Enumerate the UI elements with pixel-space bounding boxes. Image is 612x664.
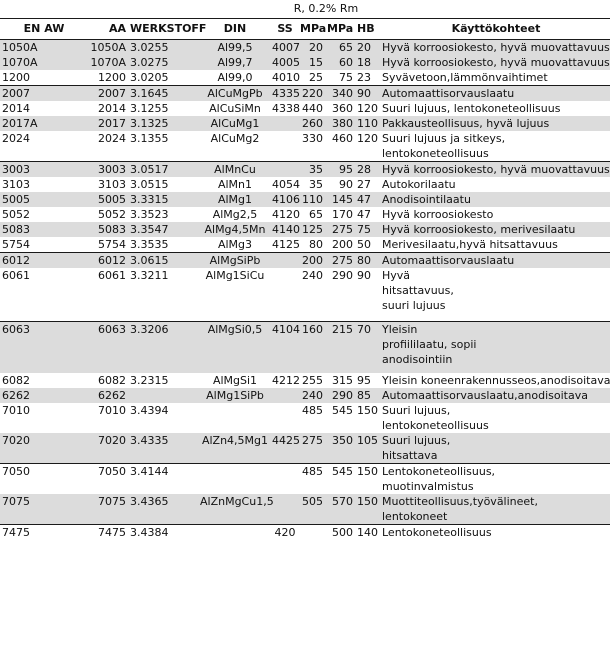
cell-aa: 6012 (86, 253, 128, 269)
cell-aa: 5754 (86, 237, 128, 253)
cell-werkstoff: 3.0205 (128, 70, 198, 86)
cell-en-aw: 2014 (2, 102, 30, 115)
cell-werkstoff: 3.0615 (128, 253, 198, 269)
cell-rm: 360 (332, 102, 353, 115)
cell-en-aw: 7475 (2, 526, 30, 539)
cell-aa: 7475 (98, 526, 126, 539)
cell-ss: 4338 (272, 102, 300, 115)
cell-rm: 60 (325, 55, 355, 70)
cell-ss: 4005 (272, 56, 300, 69)
cell-werkstoff: 3.2315 (130, 374, 169, 387)
cell-rm: 290 (325, 268, 355, 322)
cell-din: AlMg1SiCu (198, 268, 270, 322)
cell-ss (270, 268, 298, 322)
cell-werkstoff: 3.0517 (128, 162, 198, 178)
cell-din: AlMg2,5 (212, 208, 258, 221)
cell-aa: 5005 (86, 192, 128, 207)
col-header-werkstoff: WERKSTOFF (128, 19, 198, 40)
cell-r: 255 (302, 374, 323, 387)
cell-werkstoff: 3.4144 (130, 465, 169, 478)
col-header-mpa-rm: MPa (325, 19, 355, 40)
cell-werkstoff: 3.3523 (130, 208, 169, 221)
cell-din: AlCuSiMn (209, 102, 261, 115)
cell-hb: 47 (357, 208, 371, 221)
cell-rm: 95 (325, 162, 355, 178)
cell-werkstoff: 3.1355 (128, 131, 198, 162)
cell-ss: 4425 (270, 433, 298, 464)
cell-rm: 290 (325, 388, 355, 403)
table-row (0, 177, 610, 192)
cell-din: AlMgSi1 (212, 374, 258, 387)
cell-rm: 340 (325, 86, 355, 102)
cell-din: AlCuMg1 (198, 116, 270, 131)
cell-din (198, 403, 270, 433)
cell-werkstoff: 3.1325 (128, 116, 198, 131)
cell-use: Suuri lujuus, lentokoneteollisuus (382, 404, 489, 432)
cell-rm: 75 (325, 70, 355, 86)
cell-use: Automaattisorvauslaatu,anodisoitava (380, 388, 610, 403)
cell-rm: 315 (332, 374, 353, 387)
cell-werkstoff: 3.4365 (128, 494, 198, 525)
cell-ss (270, 464, 298, 495)
cell-r: 25 (298, 70, 325, 86)
table-row (0, 40, 610, 56)
cell-aa: 1200 (86, 70, 128, 86)
cell-use: Automaattisorvauslaatu (380, 86, 610, 102)
cell-aa: 2024 (86, 131, 128, 162)
cell-ss (270, 253, 298, 269)
cell-en-aw: 2007 (0, 86, 86, 102)
cell-r: 440 (302, 102, 323, 115)
cell-ss: 4125 (272, 238, 300, 251)
cell-en-aw: 2017A (0, 116, 86, 131)
cell-rm: 350 (325, 433, 355, 464)
cell-r: 200 (298, 253, 325, 269)
cell-hb: 140 (357, 526, 378, 539)
cell-ss (270, 162, 298, 178)
cell-en-aw: 3103 (2, 178, 30, 191)
cell-r: 330 (298, 131, 325, 162)
cell-hb: 80 (355, 253, 380, 269)
table-row (0, 403, 610, 433)
cell-ss (270, 116, 298, 131)
cell-hb: 120 (357, 102, 378, 115)
table-row (0, 116, 610, 131)
cell-din: AlMg3 (198, 237, 270, 253)
cell-en-aw: 5052 (2, 208, 30, 221)
table-row (0, 433, 610, 464)
cell-en-aw: 6082 (2, 374, 30, 387)
cell-werkstoff (128, 388, 198, 403)
cell-r: 220 (298, 86, 325, 102)
cell-use: Hyvä korroosiokesto, merivesilaatu (380, 222, 610, 237)
table-row (0, 322, 610, 374)
table-row (0, 253, 610, 269)
cell-rm: 215 (325, 322, 355, 374)
table-row (0, 131, 610, 162)
cell-ss (270, 494, 298, 525)
cell-use: Hyvä korroosiokesto, hyvä muovattavuus (382, 56, 610, 69)
cell-ss: 4120 (272, 208, 300, 221)
cell-din: AlMg1 (198, 192, 270, 207)
cell-ss: 4335 (272, 87, 300, 100)
cell-en-aw: 5083 (0, 222, 86, 237)
cell-rm: 570 (325, 494, 355, 525)
cell-use: Autokorilaatu (382, 178, 456, 191)
cell-en-aw: 7075 (0, 494, 86, 525)
cell-hb: 75 (355, 222, 380, 237)
cell-ss: 4007 (272, 41, 300, 54)
cell-din: AlMg1SiPb (198, 388, 270, 403)
cell-werkstoff: 3.1645 (128, 86, 198, 102)
cell-en-aw: 6012 (0, 253, 86, 269)
cell-use: Lentokoneteollisuus (382, 526, 492, 539)
cell-aa: 6063 (86, 322, 128, 374)
cell-werkstoff: 3.4394 (130, 404, 169, 417)
cell-hb: 20 (355, 40, 380, 56)
cell-hb: 150 (355, 494, 380, 525)
cell-r: 485 (302, 404, 323, 417)
col-header-mpa-r: MPa (298, 19, 325, 40)
cell-aa: 2007 (86, 86, 128, 102)
cell-werkstoff: 3.0515 (130, 178, 169, 191)
cell-werkstoff: 3.4384 (130, 526, 169, 539)
cell-r: 110 (298, 192, 325, 207)
table-row (0, 373, 610, 388)
cell-rm: 545 (332, 465, 353, 478)
cell-aa: 5083 (86, 222, 128, 237)
cell-rm: 275 (325, 222, 355, 237)
cell-hb: 95 (357, 374, 371, 387)
header-row (0, 19, 610, 40)
cell-en-aw: 7050 (2, 465, 30, 478)
cell-din: Al99,7 (198, 55, 270, 70)
cell-werkstoff: 3.3211 (128, 268, 198, 322)
cell-din: AlMn1 (217, 178, 253, 191)
cell-use: Hyvä korroosiokesto, hyvä muovattavuus (382, 41, 610, 54)
cell-ss (270, 131, 298, 162)
cell-werkstoff: 3.0275 (128, 55, 198, 70)
cell-r: 260 (298, 116, 325, 131)
table-row (0, 388, 610, 403)
cell-en-aw: 1070A (0, 55, 86, 70)
table-row (0, 162, 610, 178)
cell-hb: 27 (357, 178, 371, 191)
cell-r: 275 (298, 433, 325, 464)
cell-werkstoff: 3.3547 (128, 222, 198, 237)
cell-en-aw: 5754 (0, 237, 86, 253)
table-row (0, 207, 610, 222)
cell-use: Automaattisorvauslaatu (380, 253, 610, 269)
cell-werkstoff: 3.3315 (128, 192, 198, 207)
cell-din: AlMgSi0,5 (198, 322, 270, 374)
cell-aa: 1070A (86, 55, 128, 70)
cell-din: AlZnMgCu1,5 (198, 494, 270, 525)
cell-aa: 6262 (86, 388, 128, 403)
cell-hb: 90 (355, 268, 380, 322)
cell-din: Al99,5 (198, 40, 270, 56)
cell-ss (270, 403, 298, 433)
table-row (0, 70, 610, 86)
cell-r: 80 (298, 237, 325, 253)
cell-din (198, 525, 270, 541)
cell-rm: 380 (325, 116, 355, 131)
alloy-rows (0, 40, 610, 541)
col-header-use: Käyttökohteet (380, 19, 610, 40)
cell-use: Hyvä korroosiokesto (382, 208, 494, 221)
cell-hb: 120 (355, 131, 380, 162)
table-row (0, 222, 610, 237)
cell-rm: 545 (332, 404, 353, 417)
unit-label-row (0, 0, 610, 19)
cell-ss: 4054 (272, 178, 300, 191)
cell-aa: 7010 (98, 404, 126, 417)
cell-ss: 420 (274, 526, 296, 539)
cell-rm: 90 (339, 178, 353, 191)
table-row (0, 494, 610, 525)
cell-rm: 200 (325, 237, 355, 253)
table-row (0, 86, 610, 102)
cell-ss: 4106 (272, 193, 300, 206)
table-row (0, 525, 610, 541)
cell-din: Al99,0 (198, 70, 270, 86)
cell-hb: 105 (355, 433, 380, 464)
cell-use: Yleisin koneenrakennusseos,anodisoitava (382, 374, 611, 387)
cell-ss: 4010 (272, 71, 300, 84)
cell-rm: 65 (325, 40, 355, 56)
table-row (0, 192, 610, 207)
cell-en-aw: 6061 (0, 268, 86, 322)
cell-hb: 150 (357, 404, 378, 417)
cell-use: Suuri lujuus, hitsattava (380, 433, 610, 464)
cell-en-aw: 3003 (0, 162, 86, 178)
cell-hb: 47 (355, 192, 380, 207)
cell-en-aw: 6262 (0, 388, 86, 403)
cell-hb: 85 (355, 388, 380, 403)
cell-hb: 90 (355, 86, 380, 102)
cell-aa: 7075 (86, 494, 128, 525)
cell-din: AlMnCu (198, 162, 270, 178)
cell-aa: 5052 (98, 208, 126, 221)
cell-rm: 170 (332, 208, 353, 221)
cell-rm: 275 (325, 253, 355, 269)
cell-din: AlCuMgPb (198, 86, 270, 102)
cell-en-aw: 1050A (0, 40, 86, 56)
cell-r (298, 525, 325, 541)
cell-r: 65 (309, 208, 323, 221)
cell-r: 160 (298, 322, 325, 374)
cell-en-aw: 2024 (0, 131, 86, 162)
table-row (0, 237, 610, 253)
cell-hb: 28 (355, 162, 380, 178)
cell-r: 485 (302, 465, 323, 478)
cell-r: 35 (298, 162, 325, 178)
cell-r: 35 (309, 178, 323, 191)
cell-r: 505 (298, 494, 325, 525)
cell-werkstoff: 3.3535 (128, 237, 198, 253)
cell-use: Syvävetoon,lämmönvaihtimet (380, 70, 610, 86)
cell-aa: 3003 (86, 162, 128, 178)
cell-use: Pakkausteollisuus, hyvä lujuus (380, 116, 610, 131)
cell-r: 15 (298, 55, 325, 70)
cell-rm: 460 (325, 131, 355, 162)
cell-aa: 7050 (98, 465, 126, 478)
cell-use: Suuri lujuus, lentokoneteollisuus (382, 102, 561, 115)
cell-use: Hyvä korroosiokesto, hyvä muovattavuus (382, 163, 610, 176)
cell-din: AlCuMg2 (198, 131, 270, 162)
cell-din: AlZn4,5Mg1 (198, 433, 270, 464)
cell-hb: 70 (355, 322, 380, 374)
cell-use: Merivesilaatu,hyvä hitsattavuus (380, 237, 610, 253)
cell-ss: 4212 (272, 374, 300, 387)
col-header-din: DIN (198, 19, 270, 40)
table-row (0, 101, 610, 116)
cell-ss (270, 388, 298, 403)
cell-en-aw: 1200 (0, 70, 86, 86)
cell-ss: 4140 (272, 223, 300, 236)
cell-use: Hyvä hitsattavuus, suuri lujuus (380, 268, 610, 322)
cell-aa: 2014 (98, 102, 126, 115)
cell-aa: 6061 (86, 268, 128, 322)
cell-r: 240 (298, 388, 325, 403)
table-row (0, 464, 610, 495)
cell-rm: 145 (325, 192, 355, 207)
col-header-ss: SS (270, 19, 298, 40)
cell-hb: 18 (355, 55, 380, 70)
cell-use: Yleisin profiililaatu, sopii anodisointiin (380, 322, 610, 374)
cell-aa: 1050A (86, 40, 128, 56)
cell-aa: 6082 (98, 374, 126, 387)
cell-use: Muottiteollisuus,työvälineet, lentokoneet (380, 494, 610, 525)
cell-din (198, 464, 270, 495)
table-row (0, 268, 610, 322)
cell-werkstoff: 3.4335 (128, 433, 198, 464)
cell-hb: 50 (355, 237, 380, 253)
cell-aa: 3103 (98, 178, 126, 191)
cell-r: 125 (298, 222, 325, 237)
cell-hb: 23 (355, 70, 380, 86)
cell-din: AlMg4,5Mn (198, 222, 270, 237)
cell-en-aw: 6063 (0, 322, 86, 374)
cell-en-aw: 7020 (0, 433, 86, 464)
cell-en-aw: 7010 (2, 404, 30, 417)
cell-use: Suuri lujuus ja sitkeys, lentokoneteollisuus (380, 131, 610, 162)
cell-ss: 4104 (270, 322, 298, 374)
col-header-hb: HB (355, 19, 380, 40)
cell-werkstoff: 3.3206 (128, 322, 198, 374)
cell-use: Anodisointilaatu (380, 192, 610, 207)
cell-r: 240 (298, 268, 325, 322)
col-header-aa: AA (86, 19, 128, 40)
strength-unit-label: R, 0.2% Rm (270, 0, 380, 19)
cell-r: 20 (298, 40, 325, 56)
cell-werkstoff: 3.0255 (128, 40, 198, 56)
cell-din: AlMgSiPb (198, 253, 270, 269)
col-header-en-aw: EN AW (0, 19, 86, 40)
cell-en-aw: 5005 (0, 192, 86, 207)
cell-use: Lentokoneteollisuus, muotinvalmistus (382, 465, 496, 493)
cell-hb: 150 (357, 465, 378, 478)
cell-rm: 500 (332, 526, 353, 539)
cell-aa: 2017 (86, 116, 128, 131)
cell-werkstoff: 3.1255 (130, 102, 169, 115)
cell-aa: 7020 (86, 433, 128, 464)
table-row (0, 55, 610, 70)
cell-hb: 110 (357, 117, 378, 130)
